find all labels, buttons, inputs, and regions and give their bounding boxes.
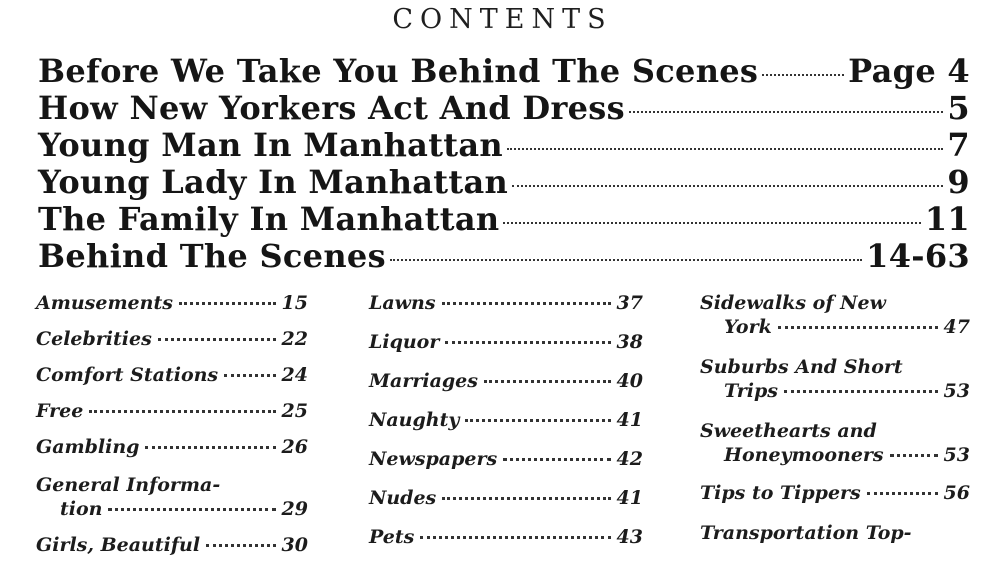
index-entry-page: 26	[281, 436, 308, 458]
toc-entry[interactable]	[38, 89, 970, 126]
toc-entry[interactable]	[38, 163, 970, 200]
index-entry-label: Tips to Tippers	[700, 482, 861, 504]
index-entry[interactable]	[36, 400, 308, 436]
toc-entry-label: Before We Take You Behind The Scenes	[38, 52, 759, 90]
index-column-1	[36, 292, 308, 570]
index-column-3	[700, 292, 970, 552]
dot-leader	[465, 419, 610, 422]
index-entry[interactable]	[369, 487, 643, 526]
index-entry-label: Girls, Beautiful	[36, 534, 201, 556]
index-entry[interactable]	[36, 436, 308, 474]
index-entry-label: tion	[60, 498, 103, 520]
index-entry-label-line1[interactable]: General Informa-	[36, 474, 221, 496]
index-entry-label: Naughty	[369, 409, 460, 431]
toc-entry[interactable]	[38, 200, 970, 237]
dot-leader	[390, 259, 862, 261]
dot-leader	[442, 302, 611, 305]
toc-entry-label: The Family In Manhattan	[38, 200, 500, 238]
dot-leader	[778, 326, 938, 329]
index-entry[interactable]	[36, 498, 308, 534]
index-entry-page: 15	[281, 292, 308, 314]
index-entry-page: 29	[281, 498, 308, 520]
index-entry-page: 47	[943, 316, 970, 338]
index-entry-label: Trips	[724, 380, 778, 402]
dot-leader	[762, 74, 844, 76]
dot-leader	[867, 492, 938, 495]
dot-leader	[158, 338, 276, 341]
index-entry[interactable]	[36, 328, 308, 364]
toc-entry-page: 7	[947, 126, 970, 164]
index-entry-page: 38	[616, 331, 643, 353]
index-entry-page: 56	[943, 482, 970, 504]
toc-entry-page: 14-63	[866, 237, 970, 275]
dot-leader	[442, 497, 610, 500]
toc-entry-label: Behind The Scenes	[38, 237, 386, 275]
dot-leader	[145, 446, 275, 449]
index-entry-label: Celebrities	[36, 328, 152, 350]
toc-entry[interactable]	[38, 237, 970, 274]
index-entry[interactable]	[700, 482, 970, 522]
index-entry-label-line1[interactable]: Sweethearts and	[700, 420, 877, 442]
index-entry[interactable]	[36, 292, 308, 328]
toc-entry-page: 5	[947, 89, 970, 127]
dot-leader	[890, 454, 938, 457]
dot-leader	[629, 111, 944, 113]
index-column-2	[369, 292, 643, 565]
index-entry-page: 22	[281, 328, 308, 350]
index-entry-label: Amusements	[36, 292, 173, 314]
index-entry-label: Nudes	[369, 487, 437, 509]
dot-leader	[108, 508, 275, 511]
dot-leader	[484, 380, 611, 383]
dot-leader	[512, 185, 943, 187]
index-entry-label: Comfort Stations	[36, 364, 219, 386]
index-entry-label: Liquor	[369, 331, 440, 353]
index-entry[interactable]	[369, 409, 643, 448]
index-entry-label: Honeymooners	[724, 444, 884, 466]
toc-entry-page: 11	[924, 200, 970, 238]
main-toc	[38, 52, 970, 274]
index-entry-page: 53	[943, 380, 970, 402]
index-entry-label-line1[interactable]: Sidewalks of New	[700, 292, 886, 314]
index-entry-label: Marriages	[369, 370, 478, 392]
toc-entry-page: 9	[947, 163, 970, 201]
index-entry[interactable]	[700, 444, 970, 482]
index-entry-label: Pets	[369, 526, 415, 548]
index-entry-page: 24	[281, 364, 308, 386]
dot-leader	[89, 410, 275, 413]
index-entry-label: Lawns	[369, 292, 436, 314]
index-entry-page: 43	[616, 526, 643, 548]
dot-leader	[206, 544, 275, 547]
dot-leader	[507, 148, 943, 150]
index-entry-page: 30	[281, 534, 308, 556]
dot-leader	[784, 390, 938, 393]
toc-entry-label: Young Lady In Manhattan	[38, 163, 509, 201]
index-entry-label: Newspapers	[369, 448, 498, 470]
index-entry-label-line1[interactable]: Transportation Top-	[700, 522, 912, 544]
index-entry-label: Gambling	[36, 436, 140, 458]
dot-leader	[503, 458, 610, 461]
dot-leader	[224, 374, 275, 377]
index-entry-page: 37	[616, 292, 643, 314]
dot-leader	[445, 341, 610, 344]
index-entry-label-line1[interactable]: Suburbs And Short	[700, 356, 903, 378]
dot-leader	[503, 222, 920, 224]
index-entry[interactable]	[369, 370, 643, 409]
index-entry-label: Free	[36, 400, 84, 422]
dot-leader	[420, 536, 610, 539]
index-entry[interactable]	[369, 448, 643, 487]
toc-entry-page: Page 4	[848, 52, 970, 90]
index-entry-page: 25	[281, 400, 308, 422]
index-entry[interactable]	[700, 316, 970, 356]
toc-entry-label: How New Yorkers Act And Dress	[38, 89, 625, 127]
index-entry[interactable]	[700, 380, 970, 420]
contents-title: CONTENTS	[392, 4, 613, 35]
index-entry[interactable]	[369, 331, 643, 370]
toc-entry-label: Young Man In Manhattan	[38, 126, 503, 164]
index-entry-page: 41	[616, 409, 643, 431]
index-entry-page: 53	[943, 444, 970, 466]
index-entry[interactable]	[36, 364, 308, 400]
index-entry[interactable]	[369, 526, 643, 565]
toc-entry[interactable]	[38, 126, 970, 163]
index-entry[interactable]	[369, 292, 643, 331]
index-entry-page: 40	[616, 370, 643, 392]
index-entry-page: 42	[616, 448, 643, 470]
index-entry-page: 41	[616, 487, 643, 509]
toc-entry[interactable]	[38, 52, 970, 89]
index-entry-label: York	[724, 316, 772, 338]
dot-leader	[179, 302, 276, 305]
